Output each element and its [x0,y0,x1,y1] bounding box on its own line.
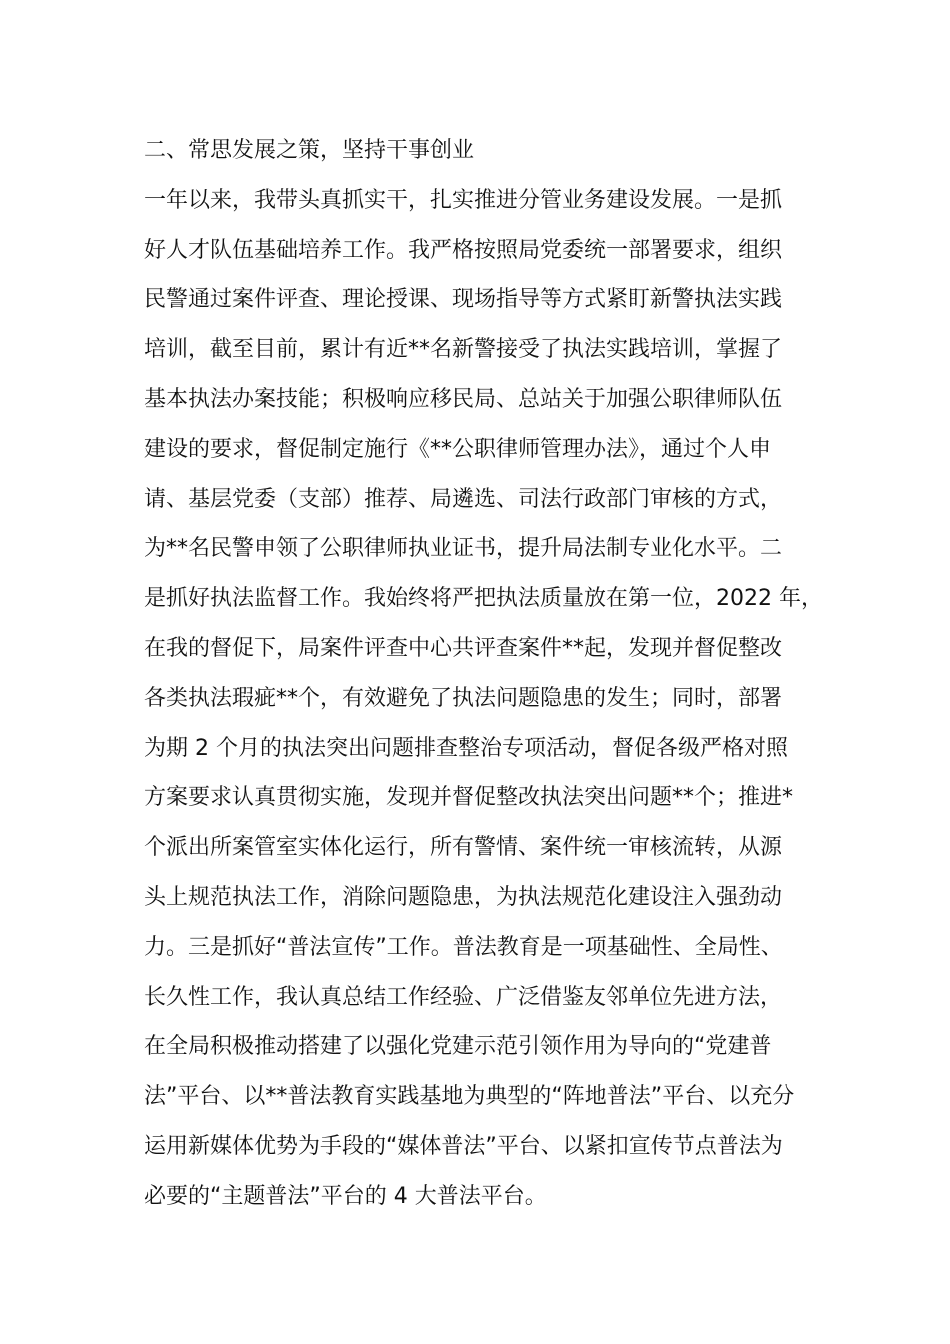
paragraph-line: 请、基层党委（支部）推荐、局遴选、司法行政部门审核的方式， [144,486,783,512]
paragraph-line: 方案要求认真贯彻实施，发现并督促整改执法突出问题**个；推进* [144,785,794,811]
paragraph-line: 各类执法瑕疵**个，有效避免了执法问题隐患的发生；同时，部署 [144,685,783,711]
paragraph-line: 基本执法办案技能；积极响应移民局、总站关于加强公职律师队伍 [144,386,783,412]
paragraph-line: 必要的“主题普法”平台的 4 大普法平台。 [144,1183,547,1209]
paragraph-line: 为**名民警申领了公职律师执业证书，提升局法制专业化水平。二 [144,536,783,562]
body-text [144,133,844,1229]
paragraph-line: 培训，截至目前，累计有近**名新警接受了执法实践培训，掌握了 [144,337,783,363]
paragraph-line: 在全局积极推动搭建了以强化党建示范引领作用为导向的“党建普 [144,1034,772,1060]
paragraph-line: 好人才队伍基础培养工作。我严格按照局党委统一部署要求，组织 [144,237,783,263]
paragraph-line: 在我的督促下，局案件评查中心共评查案件**起，发现并督促整改 [144,635,783,661]
paragraph-line: 一年以来，我带头真抓实干，扎实推进分管业务建设发展。一是抓 [144,187,783,213]
paragraph-line: 民警通过案件评查、理论授课、现场指导等方式紧盯新警执法实践 [144,287,783,313]
paragraph-line: 个派出所案管室实体化运行，所有警情、案件统一审核流转，从源 [144,835,783,861]
paragraph-line: 力。三是抓好“普法宣传”工作。普法教育是一项基础性、全局性、 [144,934,783,960]
paragraph-line: 是抓好执法监督工作。我始终将严把执法质量放在第一位，2022 年， [144,586,823,612]
paragraph-line: 为期 2 个月的执法突出问题排查整治专项活动，督促各级严格对照 [144,735,788,761]
paragraph-line: 法”平台、以**普法教育实践基地为典型的“阵地普法”平台、以充分 [144,1084,795,1110]
paragraph-line: 长久性工作，我认真总结工作经验、广泛借鉴友邻单位先进方法， [144,984,783,1010]
paragraph-line: 头上规范执法工作，消除问题隐患，为执法规范化建设注入强劲动 [144,884,783,910]
section-heading: 二、常思发展之策，坚持干事创业 [144,138,475,163]
paragraph-line: 运用新媒体优势为手段的“媒体普法”平台、以紧扣宣传节点普法为 [144,1133,783,1159]
paragraph-line: 建设的要求，督促制定施行《**公职律师管理办法》，通过个人申 [144,436,772,462]
